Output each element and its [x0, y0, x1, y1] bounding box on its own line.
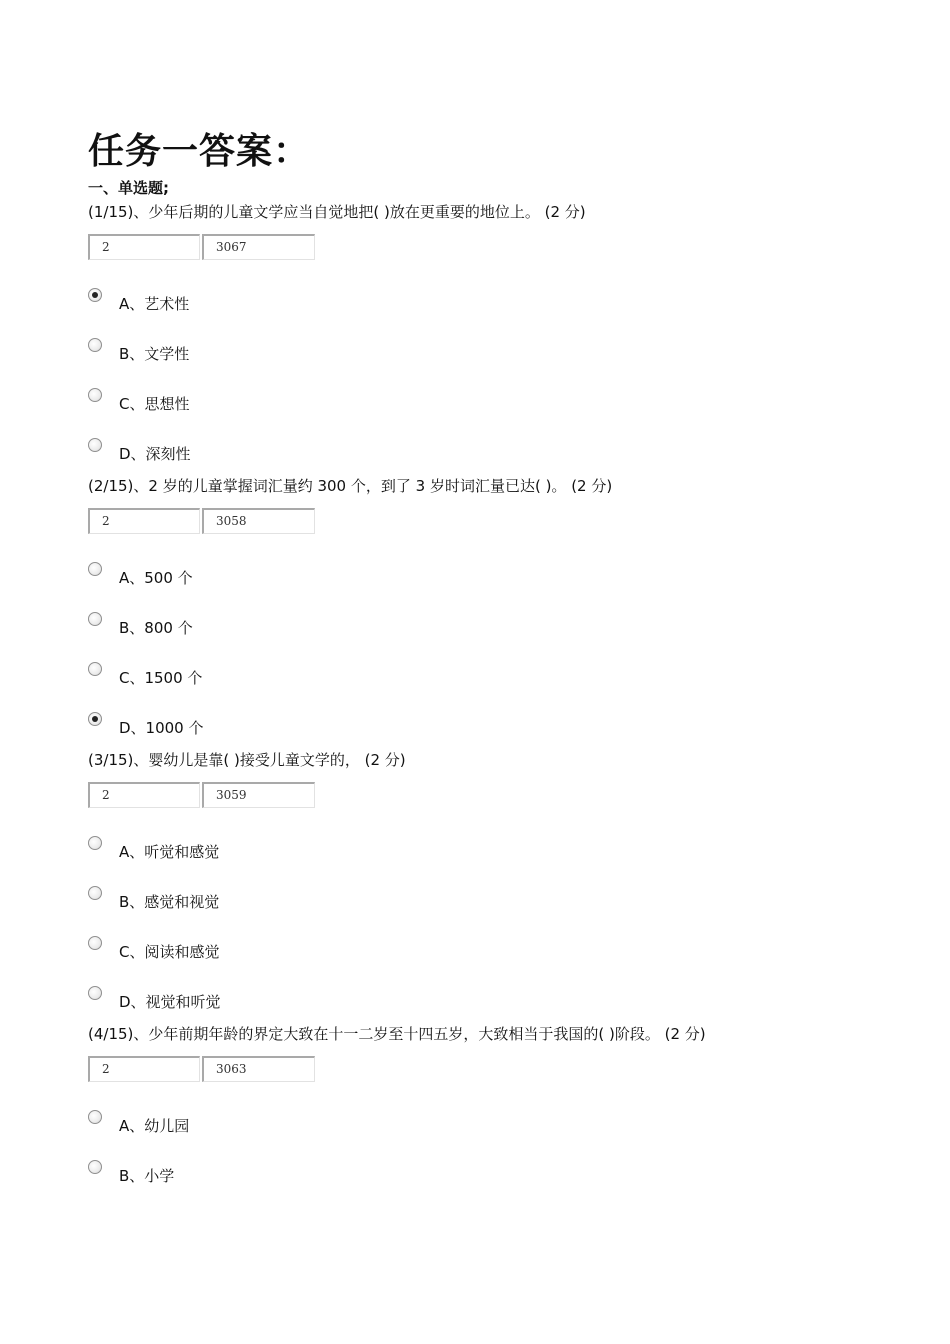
radio-option-c[interactable]: [88, 388, 102, 402]
option-label: D、视觉和听觉: [119, 993, 221, 1011]
radio-option-d[interactable]: [88, 712, 102, 726]
radio-option-b[interactable]: [88, 338, 102, 352]
radio-option-c[interactable]: [88, 936, 102, 950]
page-title: 任务一答案：: [88, 131, 311, 172]
answer-field-2[interactable]: 3059: [202, 782, 315, 808]
radio-option-a[interactable]: [88, 1110, 102, 1124]
answer-field-2[interactable]: 3058: [202, 508, 315, 534]
option-label: C、1500 个: [119, 669, 203, 687]
answer-field-1[interactable]: 2: [88, 508, 200, 534]
question-text: (3/15)、婴幼儿是靠( )接受儿童文学的， (2 分): [88, 751, 406, 769]
option-label: B、感觉和视觉: [119, 893, 220, 911]
option-label: A、500 个: [119, 569, 193, 587]
answer-field-1[interactable]: 2: [88, 782, 200, 808]
option-label: D、深刻性: [119, 445, 191, 463]
option-label: D、1000 个: [119, 719, 204, 737]
radio-option-a[interactable]: [88, 288, 102, 302]
radio-option-a[interactable]: [88, 836, 102, 850]
option-label: B、文学性: [119, 345, 190, 363]
option-label: B、小学: [119, 1167, 175, 1185]
answer-field-2[interactable]: 3067: [202, 234, 315, 260]
option-label: A、艺术性: [119, 295, 190, 313]
option-label: B、800 个: [119, 619, 193, 637]
radio-option-a[interactable]: [88, 562, 102, 576]
option-label: C、思想性: [119, 395, 190, 413]
radio-option-d[interactable]: [88, 986, 102, 1000]
question-text: (4/15)、少年前期年龄的界定大致在十一二岁至十四五岁，大致相当于我国的( )阶段。 (2 分): [88, 1025, 706, 1043]
option-label: A、幼儿园: [119, 1117, 190, 1135]
question-text: (2/15)、2 岁的儿童掌握词汇量约 300 个，到了 3 岁时词汇量已达( )。 (2 分): [88, 477, 613, 495]
option-label: C、阅读和感觉: [119, 943, 220, 961]
radio-option-b[interactable]: [88, 886, 102, 900]
answer-field-1[interactable]: 2: [88, 234, 200, 260]
answer-field-1[interactable]: 2: [88, 1056, 200, 1082]
question-text: (1/15)、少年后期的儿童文学应当自觉地把( )放在更重要的地位上。 (2 分): [88, 203, 586, 221]
section-heading: 一、单选题;: [88, 179, 169, 197]
radio-option-c[interactable]: [88, 662, 102, 676]
radio-option-b[interactable]: [88, 1160, 102, 1174]
radio-option-d[interactable]: [88, 438, 102, 452]
answer-field-2[interactable]: 3063: [202, 1056, 315, 1082]
radio-option-b[interactable]: [88, 612, 102, 626]
option-label: A、听觉和感觉: [119, 843, 220, 861]
